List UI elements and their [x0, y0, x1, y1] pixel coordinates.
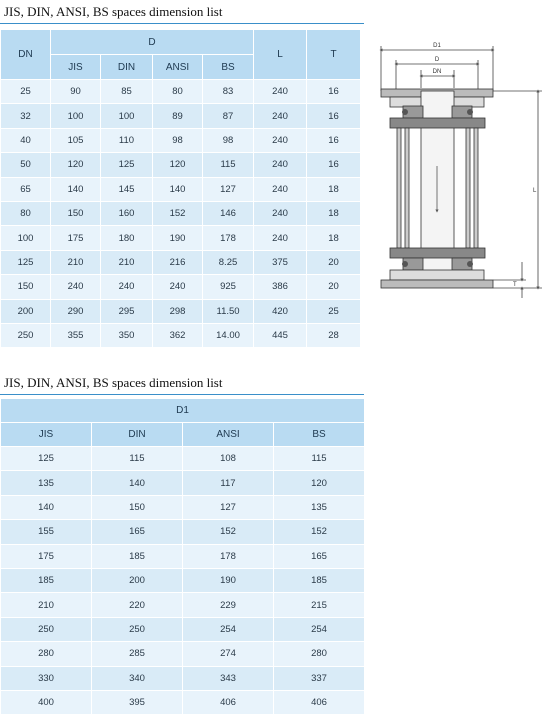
- table-cell: 165: [92, 520, 183, 544]
- table2-body: [1, 447, 365, 715]
- table-row: [1, 544, 365, 568]
- table-cell: 16: [307, 128, 361, 152]
- table-cell: 8.25: [203, 250, 254, 274]
- table-cell: 200: [1, 299, 51, 323]
- table-cell: 90: [51, 80, 101, 104]
- table-cell: 83: [203, 80, 254, 104]
- table-cell: 250: [1, 323, 51, 347]
- table-row: [1, 177, 361, 201]
- table-cell: 240: [254, 226, 307, 250]
- table-cell: 152: [274, 520, 365, 544]
- sight-glass-diagram: [368, 36, 550, 298]
- table-cell: 98: [153, 128, 203, 152]
- table-cell: 108: [183, 447, 274, 471]
- table-cell: 16: [307, 104, 361, 128]
- header-jis: JIS: [1, 423, 92, 447]
- table-cell: 406: [274, 690, 365, 714]
- table-cell: 375: [254, 250, 307, 274]
- table-cell: 175: [51, 226, 101, 250]
- label-d: D: [434, 57, 440, 63]
- table-cell: 240: [51, 275, 101, 299]
- table-cell: 150: [1, 275, 51, 299]
- table-cell: 16: [307, 80, 361, 104]
- table-cell: 140: [51, 177, 101, 201]
- table-cell: 28: [307, 323, 361, 347]
- table-cell: 185: [274, 568, 365, 592]
- table-row: [1, 128, 361, 152]
- table-cell: 87: [203, 104, 254, 128]
- table-cell: 125: [1, 250, 51, 274]
- table-cell: 362: [153, 323, 203, 347]
- table1-title: JIS, DIN, ANSI, BS spaces dimension list: [4, 4, 223, 19]
- table2-title: JIS, DIN, ANSI, BS spaces dimension list: [4, 375, 223, 390]
- label-t: T: [513, 282, 517, 288]
- table-cell: 98: [203, 128, 254, 152]
- table-cell: 150: [51, 201, 101, 225]
- table-cell: 220: [92, 593, 183, 617]
- table-row: [1, 593, 365, 617]
- table-row: [1, 690, 365, 714]
- table-cell: 240: [254, 128, 307, 152]
- table-cell: 100: [1, 226, 51, 250]
- table-cell: 120: [274, 471, 365, 495]
- header-d: D: [51, 30, 254, 55]
- table-cell: 295: [101, 299, 153, 323]
- header-bs: BS: [274, 423, 365, 447]
- table-cell: 395: [92, 690, 183, 714]
- table-cell: 254: [183, 617, 274, 641]
- header-ansi: ANSI: [183, 423, 274, 447]
- table-cell: 32: [1, 104, 51, 128]
- table-row: [1, 80, 361, 104]
- table-cell: 117: [183, 471, 274, 495]
- table-cell: 250: [92, 617, 183, 641]
- table-cell: 25: [1, 80, 51, 104]
- table-cell: 200: [92, 568, 183, 592]
- table-cell: 85: [101, 80, 153, 104]
- table-cell: 180: [101, 226, 153, 250]
- header-jis: JIS: [51, 55, 101, 80]
- table-cell: 240: [254, 201, 307, 225]
- table-cell: 125: [101, 153, 153, 177]
- table-cell: 165: [274, 544, 365, 568]
- table-cell: 50: [1, 153, 51, 177]
- table-cell: 340: [92, 666, 183, 690]
- table-cell: 145: [101, 177, 153, 201]
- table-cell: 127: [203, 177, 254, 201]
- table-cell: 445: [254, 323, 307, 347]
- table-cell: 386: [254, 275, 307, 299]
- label-dn: DN: [432, 69, 442, 75]
- table-cell: 240: [254, 104, 307, 128]
- table-cell: 115: [92, 447, 183, 471]
- table-cell: 925: [203, 275, 254, 299]
- table-cell: 254: [274, 617, 365, 641]
- table-cell: 110: [101, 128, 153, 152]
- table-row: [1, 153, 361, 177]
- table-cell: 420: [254, 299, 307, 323]
- table-cell: 80: [1, 201, 51, 225]
- table-cell: 120: [51, 153, 101, 177]
- table-cell: 160: [101, 201, 153, 225]
- table-cell: 229: [183, 593, 274, 617]
- table-cell: 350: [101, 323, 153, 347]
- table-cell: 240: [101, 275, 153, 299]
- table-cell: 280: [1, 642, 92, 666]
- dimension-table-2: [0, 398, 365, 715]
- table-cell: 240: [254, 177, 307, 201]
- table-cell: 290: [51, 299, 101, 323]
- table-cell: 40: [1, 128, 51, 152]
- table-cell: 89: [153, 104, 203, 128]
- table-cell: 120: [153, 153, 203, 177]
- table-row: [1, 201, 361, 225]
- table-row: [1, 104, 361, 128]
- table-row: [1, 299, 361, 323]
- table-cell: 178: [183, 544, 274, 568]
- table-cell: 135: [1, 471, 92, 495]
- table-cell: 185: [1, 568, 92, 592]
- table-cell: 285: [92, 642, 183, 666]
- table-cell: 330: [1, 666, 92, 690]
- table-cell: 400: [1, 690, 92, 714]
- label-d1: D1: [433, 43, 441, 49]
- table-row: [1, 447, 365, 471]
- table-cell: 240: [254, 153, 307, 177]
- table-row: [1, 226, 361, 250]
- dimension-table-1: [0, 29, 361, 348]
- table-cell: 20: [307, 250, 361, 274]
- table-cell: 274: [183, 642, 274, 666]
- table-cell: 240: [254, 80, 307, 104]
- table-cell: 280: [274, 642, 365, 666]
- table-cell: 115: [203, 153, 254, 177]
- table-cell: 146: [203, 201, 254, 225]
- header-l: L: [254, 30, 307, 80]
- table-row: [1, 250, 361, 274]
- header-ansi: ANSI: [153, 55, 203, 80]
- table-cell: 152: [183, 520, 274, 544]
- table-cell: 216: [153, 250, 203, 274]
- table-cell: 175: [1, 544, 92, 568]
- table-cell: 115: [274, 447, 365, 471]
- table-cell: 215: [274, 593, 365, 617]
- table-cell: 80: [153, 80, 203, 104]
- header-bs: BS: [203, 55, 254, 80]
- table-cell: 190: [183, 568, 274, 592]
- table-row: [1, 617, 365, 641]
- table-row: [1, 323, 361, 347]
- table-cell: 190: [153, 226, 203, 250]
- table-cell: 210: [1, 593, 92, 617]
- table-cell: 178: [203, 226, 254, 250]
- table-cell: 11.50: [203, 299, 254, 323]
- header-din: DIN: [92, 423, 183, 447]
- title1-underline: [0, 23, 364, 24]
- table-cell: 14.00: [203, 323, 254, 347]
- table-cell: 250: [1, 617, 92, 641]
- table-cell: 140: [153, 177, 203, 201]
- table-cell: 65: [1, 177, 51, 201]
- table-cell: 155: [1, 520, 92, 544]
- table-row: [1, 495, 365, 519]
- table-cell: 25: [307, 299, 361, 323]
- header-din: DIN: [101, 55, 153, 80]
- table-cell: 152: [153, 201, 203, 225]
- table-row: [1, 568, 365, 592]
- table-row: [1, 275, 361, 299]
- table-cell: 337: [274, 666, 365, 690]
- table-cell: 355: [51, 323, 101, 347]
- table1-body: [1, 80, 361, 348]
- table-cell: 16: [307, 153, 361, 177]
- table-cell: 150: [92, 495, 183, 519]
- table-cell: 18: [307, 201, 361, 225]
- header-d1: D1: [1, 399, 365, 423]
- table-cell: 18: [307, 177, 361, 201]
- table-cell: 406: [183, 690, 274, 714]
- table-cell: 140: [1, 495, 92, 519]
- table-cell: 343: [183, 666, 274, 690]
- table-cell: 20: [307, 275, 361, 299]
- table-cell: 18: [307, 226, 361, 250]
- table-cell: 127: [183, 495, 274, 519]
- label-l: L: [533, 188, 537, 194]
- table-cell: 210: [101, 250, 153, 274]
- table-cell: 210: [51, 250, 101, 274]
- table-cell: 135: [274, 495, 365, 519]
- table-cell: 140: [92, 471, 183, 495]
- table-cell: 100: [101, 104, 153, 128]
- header-dn: DN: [1, 30, 51, 80]
- table-cell: 105: [51, 128, 101, 152]
- table-cell: 100: [51, 104, 101, 128]
- table-row: [1, 471, 365, 495]
- table-cell: 185: [92, 544, 183, 568]
- header-t: T: [307, 30, 361, 80]
- table-row: [1, 642, 365, 666]
- table-cell: 125: [1, 447, 92, 471]
- table-cell: 298: [153, 299, 203, 323]
- table-cell: 240: [153, 275, 203, 299]
- table-row: [1, 520, 365, 544]
- title2-underline: [0, 394, 364, 395]
- table-row: [1, 666, 365, 690]
